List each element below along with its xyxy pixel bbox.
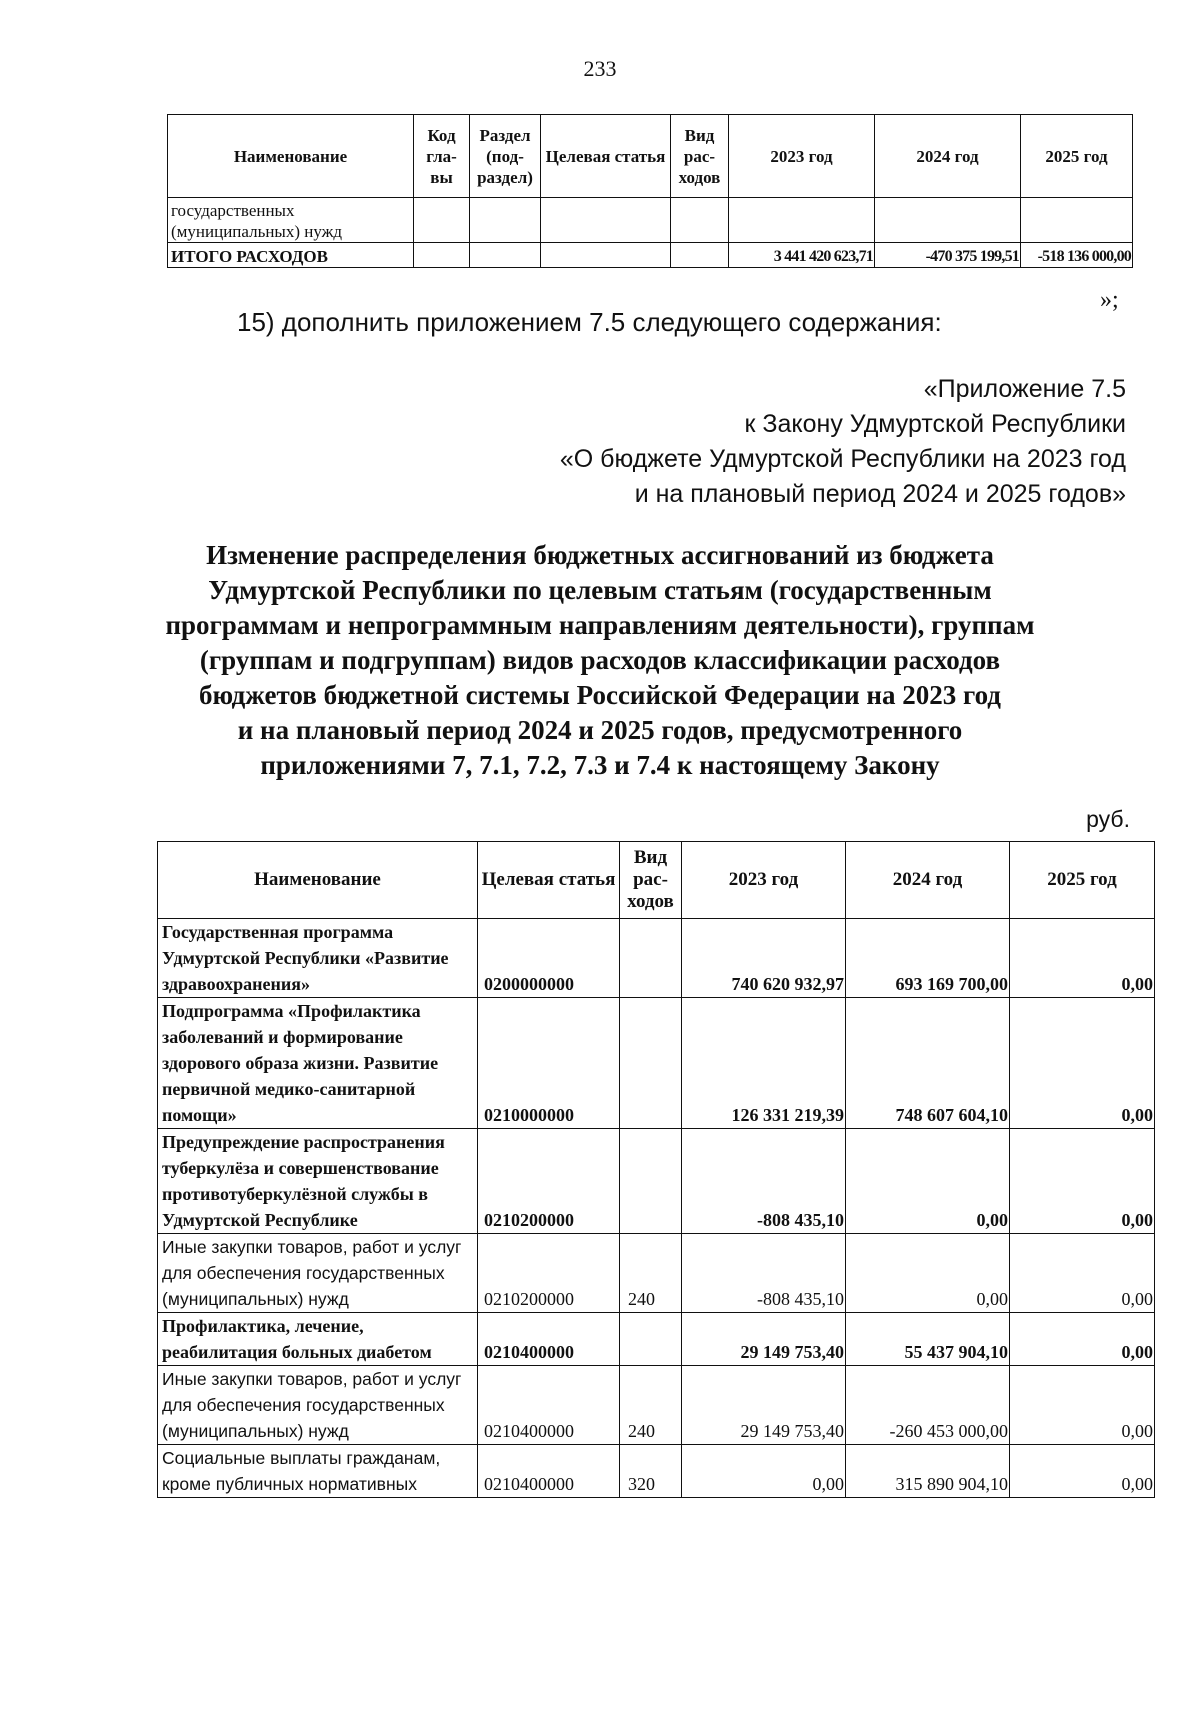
amendment-point-15: 15) дополнить приложением 7.5 следующего содержания: (237, 307, 942, 337)
row-expense-kind (620, 1313, 682, 1366)
table-row (158, 1445, 1155, 1498)
row-name: Подпрограмма «Профилактика заболеваний и формирование здорового образа жизни. Развитие первичной медико-санитарной помощи» (158, 998, 478, 1129)
table-row (158, 919, 1155, 998)
page-number: 233 (583, 56, 617, 81)
title-line: и на плановый период 2024 и 2025 годов, предусмотренного (237, 715, 963, 745)
row-2024: 693 169 700,00 (846, 919, 1010, 998)
title-line: Удмуртской Республики по целевым статьям (государственным (208, 575, 992, 605)
row-2024: -260 453 000,00 (846, 1366, 1010, 1445)
closing-quote: »; (1100, 287, 1119, 313)
row-target-article: 0210400000 (478, 1445, 620, 1498)
row-2024: 748 607 604,10 (846, 998, 1010, 1129)
total-label: ИТОГО РАСХОДОВ (168, 243, 414, 268)
table-row (158, 1366, 1155, 1445)
top-table (167, 114, 1133, 268)
row-name: Социальные выплаты гражданам, кроме публичных нормативных (158, 1445, 478, 1498)
row-2024: 0,00 (846, 1234, 1010, 1313)
row-name: государственных (муниципальных) нужд (168, 198, 414, 243)
row-2023: 29 149 753,40 (682, 1366, 846, 1445)
table-row (158, 1234, 1155, 1313)
main-table-header (158, 842, 1155, 919)
header-2024: 2024 год (875, 115, 1021, 198)
appendix-line: «Приложение 7.5 (923, 375, 1126, 403)
row-target-article: 0210400000 (478, 1366, 620, 1445)
main-table (157, 841, 1155, 1498)
row-2025: 0,00 (1010, 1445, 1155, 1498)
title-line: приложениями 7, 7.1, 7.2, 7.3 и 7.4 к настоящему Закону (260, 750, 940, 780)
total-2023: 3 441 420 623,71 (729, 243, 875, 268)
row-expense-kind (620, 998, 682, 1129)
row-target-article: 0210400000 (478, 1313, 620, 1366)
row-name: Иные закупки товаров, работ и услуг для обеспечения государственных (муниципальных) нужд (158, 1234, 478, 1313)
document-title (150, 538, 1050, 783)
row-2023: 0,00 (682, 1445, 846, 1498)
title-line: (группам и подгруппам) видов расходов классификации расходов (199, 645, 1001, 675)
table-row (158, 1129, 1155, 1234)
row-name: Предупреждение распространения туберкулёза и совершенствование противотуберкулёзной службы в Удмуртской Республике (158, 1129, 478, 1234)
row-target-article: 0210200000 (478, 1129, 620, 1234)
row-2025: 0,00 (1010, 1234, 1155, 1313)
row-name: Государственная программа Удмуртской Республики «Развитие здравоохранения» (158, 919, 478, 998)
row-name: Иные закупки товаров, работ и услуг для обеспечения государственных (муниципальных) нужд (158, 1366, 478, 1445)
header-2024: 2024 год (846, 842, 1010, 919)
header-2025: 2025 год (1010, 842, 1155, 919)
title-line: бюджетов бюджетной системы Российской Федерации на 2023 год (199, 680, 1001, 710)
header-name: Наименование (168, 115, 414, 198)
row-2025: 0,00 (1010, 998, 1155, 1129)
table-row (168, 198, 1133, 243)
header-2023: 2023 год (682, 842, 846, 919)
appendix-header (560, 372, 1126, 512)
top-table-header (168, 115, 1133, 198)
header-name: Наименование (158, 842, 478, 919)
row-expense-kind (620, 1129, 682, 1234)
appendix-line: «О бюджете Удмуртской Республики на 2023 год (559, 445, 1126, 473)
table-row (158, 998, 1155, 1129)
row-2025: 0,00 (1010, 1129, 1155, 1234)
row-target-article: 0210000000 (478, 998, 620, 1129)
row-2024: 315 890 904,10 (846, 1445, 1010, 1498)
row-name: Профилактика, лечение, реабилитация больных диабетом (158, 1313, 478, 1366)
header-expense-kind: Вид рас-ходов (620, 842, 682, 919)
row-2024: 55 437 904,10 (846, 1313, 1010, 1366)
row-expense-kind (620, 919, 682, 998)
total-2024: -470 375 199,51 (875, 243, 1021, 268)
row-2024: 0,00 (846, 1129, 1010, 1234)
header-2025: 2025 год (1021, 115, 1133, 198)
header-expense-kind: Вид рас-ходов (671, 115, 729, 198)
row-expense-kind: 240 (620, 1366, 682, 1445)
row-2023: 740 620 932,97 (682, 919, 846, 998)
appendix-line: и на плановый период 2024 и 2025 годов» (634, 480, 1126, 508)
row-2023: 29 149 753,40 (682, 1313, 846, 1366)
table-row (158, 1313, 1155, 1366)
row-2023: -808 435,10 (682, 1234, 846, 1313)
row-2025: 0,00 (1010, 1313, 1155, 1366)
title-line: программам и непрограммным направлениям деятельности), группам (165, 610, 1035, 640)
header-2023: 2023 год (729, 115, 875, 198)
total-2025: -518 136 000,00 (1021, 243, 1133, 268)
row-expense-kind: 320 (620, 1445, 682, 1498)
currency-unit: руб. (1086, 806, 1130, 832)
row-expense-kind: 240 (620, 1234, 682, 1313)
row-target-article: 0210200000 (478, 1234, 620, 1313)
title-line: Изменение распределения бюджетных ассигнований из бюджета (206, 540, 994, 570)
total-row (168, 243, 1133, 268)
header-chapter-code: Код гла-вы (414, 115, 470, 198)
header-target-article: Целевая статья (541, 115, 671, 198)
header-section: Раздел (под-раздел) (470, 115, 541, 198)
row-target-article: 0200000000 (478, 919, 620, 998)
row-2025: 0,00 (1010, 1366, 1155, 1445)
row-2023: -808 435,10 (682, 1129, 846, 1234)
row-2023: 126 331 219,39 (682, 998, 846, 1129)
header-target-article: Целевая статья (478, 842, 620, 919)
appendix-line: к Закону Удмуртской Республики (744, 410, 1126, 438)
row-2025: 0,00 (1010, 919, 1155, 998)
